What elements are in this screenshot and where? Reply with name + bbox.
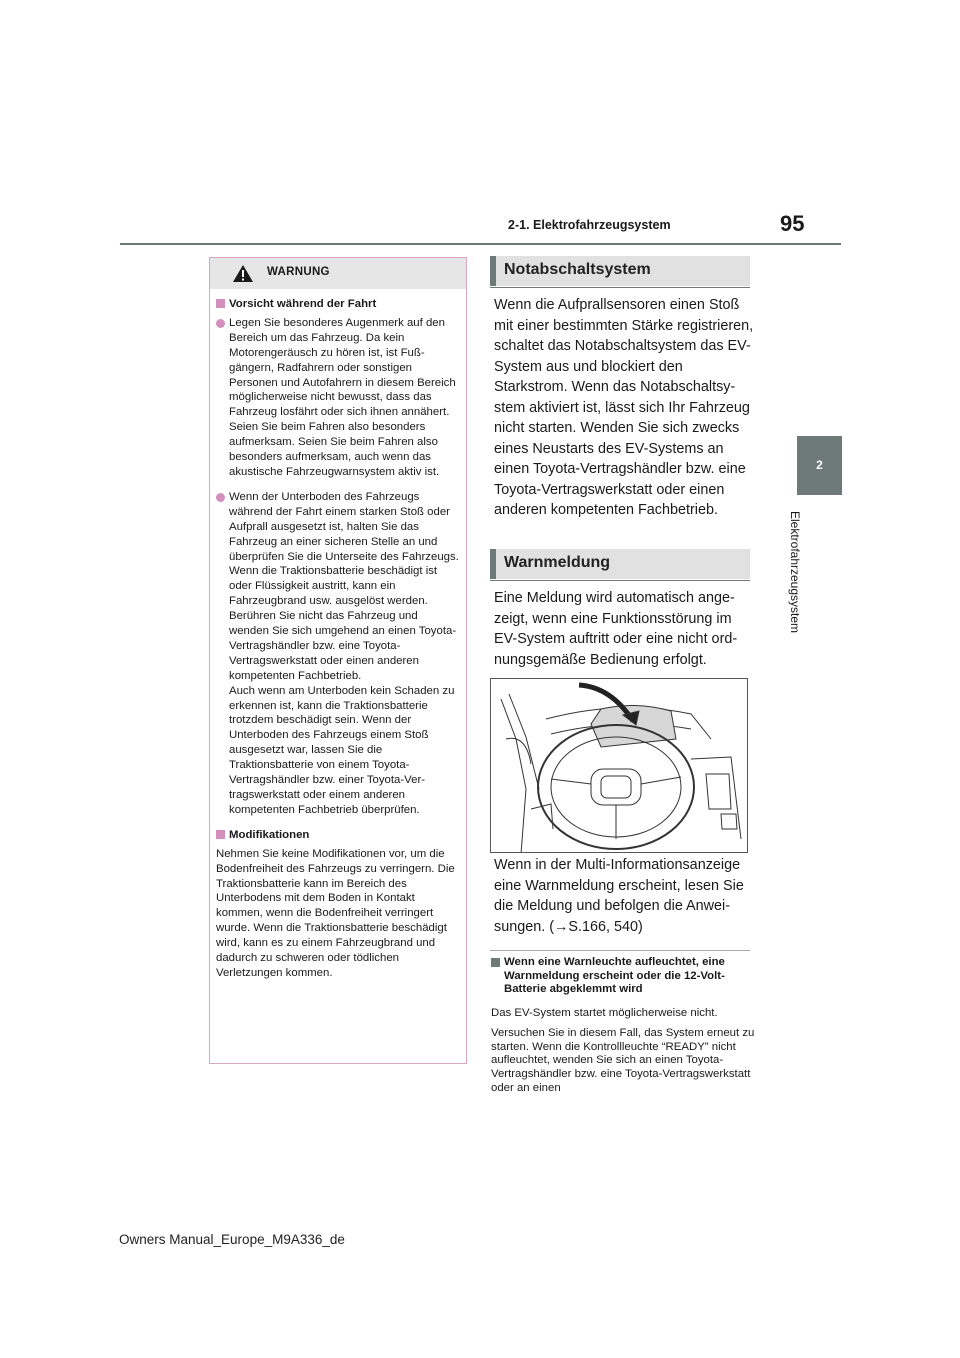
warning-header (210, 258, 466, 289)
header-divider (120, 243, 841, 245)
warning-title: WARNUNG (267, 266, 330, 278)
footer-document-id: Owners Manual_Europe_M9A336_de (119, 1232, 345, 1247)
subsection-heading (491, 956, 753, 997)
notabschalt-text: Wenn die Aufprallsensoren einen Stoß mit einer bestimmten Stärke registrieren, schaltet das Notabschaltsystem das EV-System aus und blockiert den Starkstrom. Wenn das Notabschaltsystem aktiviert ist, lässt sich Ihr Fahrzeug nicht starten. Wenden Sie sich zwecks eines Neustarts des EV-Systems an einen Toyota-Vertragshändler bzw. eine Toyota-Vertragswerkstatt oder einen anderen kompetenten Fachbetrieb. (494, 297, 754, 518)
image-caption: Wenn in der Multi-Informationsanzeige eine Warnmeldung erscheint, lesen Sie die Meldung und befolgen die Anweisungen. (→S.166, 540) (494, 857, 744, 935)
subsection-paragraph-2: Versuchen Sie in diesem Fall, das System erneut zu starten. Wenn die Kontrollleuchte “READY” nicht aufleuchtet, wenden Sie sich an einen Toyota-Vertragshändler bzw. eine Toyota-Vertragswerkstatt oder an einen (491, 1027, 755, 1094)
dashboard-illustration (490, 678, 748, 853)
chapter-tab[interactable]: 2 (797, 436, 842, 495)
warning-bullet-underbody-part1: Wenn der Unterboden des Fahrzeugs während der Fahrt einem starken Stoß oder Aufprall ausgesetzt ist, halten Sie das Fahrzeug an einer sicheren Stelle an und überprüfen Sie die Unterseite des Fahrzeugs. Wenn die Traktionsbatterie beschädigt ist oder Flüssigkeit austritt, kann ein Fahrzeugbrand usw. ausgelöst werden. Berühren Sie nicht das Fahrzeug und wenden Sie sich umgehend an einen Toyota-Vertragshändler bzw. eine Toyota-Vertragswerkstatt oder einen anderen kompetenten Fachbetrieb. (229, 490, 459, 682)
warning-box (209, 257, 467, 1064)
section-heading-warnmeldung (490, 549, 750, 579)
page-number: 95 (780, 211, 805, 236)
chapter-label-text: Elektrofahrzeugsystem (788, 510, 802, 634)
warning-heading-modifications: Modifikationen (216, 828, 459, 843)
subsection-paragraph-1: Das EV-System startet möglicherweise nicht. (491, 1007, 718, 1019)
section-heading-notabschaltsystem (490, 256, 750, 286)
warning-heading-driving: Vorsicht während der Fahrt (216, 297, 459, 312)
square-bullet-icon (491, 958, 500, 967)
subsection-heading-text: Wenn eine Warnleuchte aufleuchtet, eine Warnmeldung erscheint oder die 12-Volt-Batterie abgeklemmt wird (504, 956, 725, 996)
chapter-label (782, 505, 808, 655)
subsection-divider (490, 950, 750, 951)
warnmeldung-text: Eine Meldung wird automatisch angezeigt, wenn eine Funktionsstörung im EV-System auftritt oder eine nicht ordnungsgemäße Bedienung erfolgt. (494, 590, 738, 668)
warning-bullet-surroundings: Legen Sie besonderes Augenmerk auf den Bereich um das Fahrzeug. Da kein Motorengeräusch zu hören ist, ist Fußgängern, Radfahrern oder sonstigen Personen und Autofahrern in diesem Bereich möglicherweise nicht bewusst, dass das Fahrzeug losfährt oder sich ihnen annähert. Seien Sie beim Fahren also besonders aufmerksam. Seien Sie beim Fahren also besonders aufmerksam, auch wenn das akustische Fahrzeugwarnsystem aktiv ist. (216, 316, 459, 480)
warning-bullet-underbody (216, 490, 459, 818)
dashboard-drawing (491, 679, 748, 853)
warning-triangle-icon (232, 264, 254, 283)
warning-bullet-underbody-part2: Auch wenn am Unterboden kein Schaden zu erkennen ist, kann die Traktionsbatterie trotzdem beschädigt sein. Wenn der Unterboden des Fahrzeugs einem Stoß ausgesetzt war, lassen Sie die Traktionsbatterie von einem Toyota-Vertragshändler bzw. einer Toyota-Vertragswerkstatt oder einem anderen kompetenten Fachbetrieb überprüfen. (229, 684, 455, 816)
section-title: Notabschaltsystem (504, 261, 651, 278)
section-title: Warnmeldung (504, 554, 611, 571)
warning-body (210, 289, 466, 981)
warning-modifications-text: Nehmen Sie keine Modifikationen vor, um die Bodenfreiheit des Fahrzeugs zu verringern. Die Traktionsbatterie kann im Bereich des Unterbodens mit dem Boden in Kontakt kommen, wenn die Bodenfreiheit verringert wurde. Wenn die Traktionsbatterie beschädigt wird, kann es zu einem Fahrzeugbrand und dadurch zu schweren oder tödlichen Verletzungen kommen. (216, 847, 455, 979)
running-header: 2-1. Elektrofahrzeugsystem (508, 218, 671, 232)
